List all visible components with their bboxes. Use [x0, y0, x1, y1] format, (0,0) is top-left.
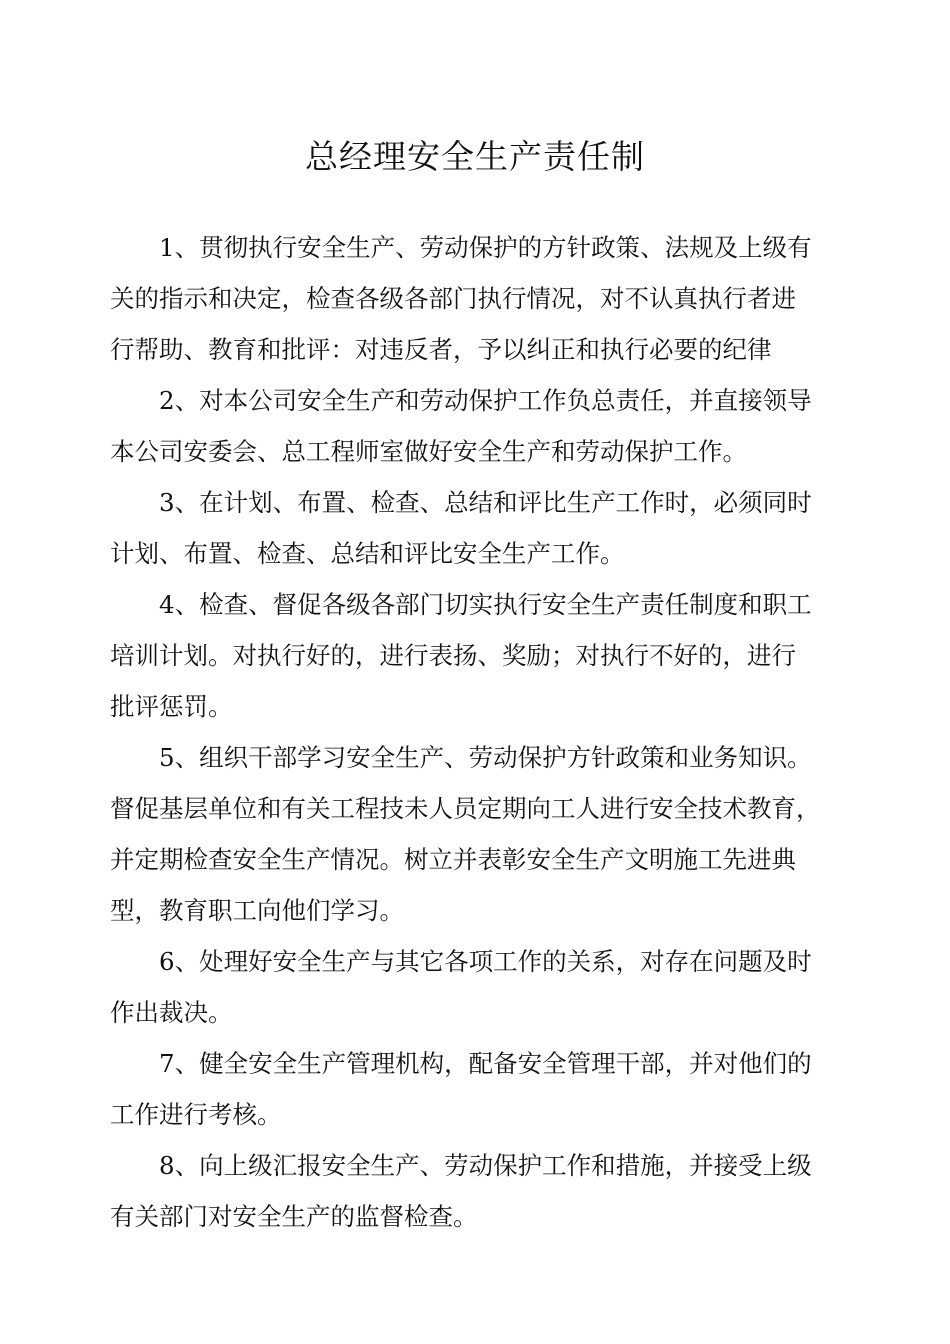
paragraph-line: 计划、布置、检查、总结和评比安全生产工作。 — [110, 539, 625, 568]
paragraph-line: 培训计划。对执行好的，进行表扬、奖励；对执行不好的，进行 — [110, 641, 796, 670]
paragraph-1 — [110, 222, 848, 375]
paragraph-2 — [110, 375, 848, 477]
document-body — [110, 222, 848, 1242]
paragraph-line: 关的指示和决定，检查各级各部门执行情况，对不认真执行者进 — [110, 284, 796, 313]
paragraph-line: 3、在计划、布置、检查、总结和评比生产工作时，必须同时 — [159, 488, 812, 517]
paragraph-line: 本公司安委会、总工程师室做好安全生产和劳动保护工作。 — [110, 437, 747, 466]
paragraph-line: 6、处理好安全生产与其它各项工作的关系，对存在问题及时 — [159, 947, 812, 976]
paragraph-line: 督促基层单位和有关工程技未人员定期向工人进行安全技术教育， — [110, 794, 821, 823]
paragraph-6 — [110, 936, 848, 1038]
paragraph-line: 8、向上级汇报安全生产、劳动保护工作和措施，并接受上级 — [159, 1151, 812, 1180]
paragraph-line: 并定期检查安全生产情况。树立并表彰安全生产文明施工先进典 — [110, 845, 796, 874]
paragraph-line: 行帮助、教育和批评：对违反者，予以纠正和执行必要的纪律 — [110, 335, 772, 364]
paragraph-line: 批评惩罚。 — [110, 692, 233, 721]
paragraph-3 — [110, 477, 848, 579]
paragraph-line: 作出裁决。 — [110, 998, 233, 1027]
paragraph-line: 4、检查、督促各级各部门切实执行安全生产责任制度和职工 — [159, 590, 812, 619]
paragraph-line: 工作进行考核。 — [110, 1100, 282, 1129]
paragraph-4 — [110, 579, 848, 732]
paragraph-5 — [110, 732, 848, 936]
paragraph-line: 2、对本公司安全生产和劳动保护工作负总责任，并直接领导 — [159, 386, 812, 415]
paragraph-7 — [110, 1038, 848, 1140]
paragraph-8 — [110, 1140, 848, 1242]
paragraph-line: 5、组织干部学习安全生产、劳动保护方针政策和业务知识。 — [159, 743, 812, 772]
paragraph-line: 有关部门对安全生产的监督检查。 — [110, 1202, 478, 1231]
paragraph-line: 1、贯彻执行安全生产、劳动保护的方针政策、法规及上级有 — [159, 233, 812, 262]
paragraph-line: 7、健全安全生产管理机构，配备安全管理干部，并对他们的 — [159, 1049, 812, 1078]
document-title: 总经理安全生产责任制 — [305, 137, 645, 176]
paragraph-line: 型，教育职工向他们学习。 — [110, 896, 404, 925]
